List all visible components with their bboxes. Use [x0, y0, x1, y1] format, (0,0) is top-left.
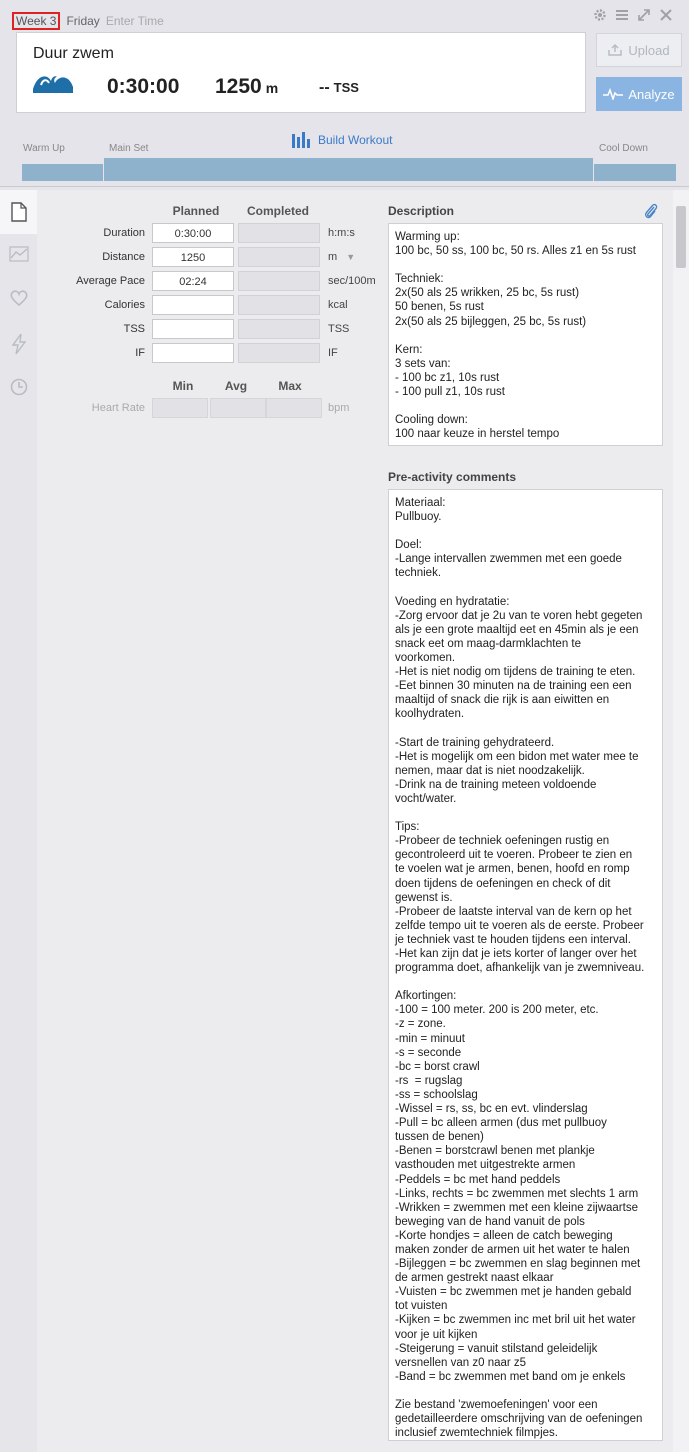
avg-pace-planned-input[interactable]: 02:24	[152, 271, 234, 291]
scrollbar[interactable]	[673, 190, 689, 1452]
bar-chart-icon	[292, 132, 312, 148]
tss-unit-label: TSS	[328, 323, 350, 335]
distance-unit-select[interactable]	[328, 251, 355, 263]
document-icon[interactable]	[9, 202, 29, 222]
paperclip-icon[interactable]	[644, 203, 658, 224]
planned-distance	[215, 75, 278, 99]
scrollbar-thumb[interactable]	[676, 206, 686, 268]
hr-unit: bpm	[328, 402, 350, 414]
planned-tss	[319, 79, 359, 97]
pace-unit: sec/100m	[328, 275, 376, 287]
hr-max-input[interactable]	[266, 398, 322, 418]
distance-unit-text: m	[328, 251, 338, 263]
window-controls	[593, 8, 673, 22]
expand-icon[interactable]	[637, 8, 651, 22]
pulse-icon	[603, 88, 623, 100]
calories-planned-input[interactable]	[152, 295, 234, 315]
distance-label: Distance	[102, 251, 145, 263]
duration-completed-input[interactable]	[238, 223, 320, 243]
calories-completed-input[interactable]	[238, 295, 320, 315]
phase-cooldown-label: Cool Down	[599, 143, 648, 154]
pre-activity-textarea[interactable]: Materiaal: Pullbuoy. Doel: -Lange intervallen zwemmen met een goede techniek. Voeding en hydratatie: -Zorg ervoor dat je 2u van te voren hebt gegeten als je een grote maaltijd eet en 45min als je een snack eet om maag-darmklachten te voorkomen. -Het is niet nodig om tijdens de training te eten. -Eet binnen 30 minuten na de training een een maaltijd of snack die rijk is aan eiwitten en koolhydraten. -Start de training gehydrateerd. -Het is mogelijk om een bidon met water mee te nemen, maar dat is niet noodzakelijk. -Drink na de training meteen voldoende vocht/water. Tips: -Probeer de techniek oefeningen rustig en gecontroleerd uit te voeren. Probeer te zien en te voelen wat je armen, benen, hoofd en romp doen tijdens de oefeningen en check of dit gewenst is. -Probeer de laatste interval van de kern op het zelfde tempo uit te voeren als de eerste. Probeer je techniek vast te houden tijdens een interval. -Het kan zijn dat je iets korter of langer over het programma doet, afhankelijk van je zwemniveau. Afkortingen: -100 = 100 meter. 200 is 200 meter, etc. -z = zone. -min = minuut -s = seconde -bc = borst crawl -rs = rugslag -ss = schoolslag -Wissel = rs, ss, bc en evt. vlinderslag -Pull = bc alleen armen (dus met pullbuoy tussen de benen) -Benen = borstcrawl benen met plankje vasthouden met uitgestrekte armen -Peddels = bc met hand peddels -Links, rechts = bc zwemmen met slechts 1 arm -Wrikken = zwemmen met een kleine zijwaartse beweging van de hand vanuit de pols -Korte hondjes = alleen de catch beweging maken zonder de armen uit het water te halen -Bijleggen = bc zwemmen en slag beginnen met de armen gestrekt naast elkaar -Vuisten = bc zwemmen met je handen gebald tot vuisten -Kijken = bc zwemmen inc met bril uit het water voor je uit kijken -Steigerung = vanuit stilstand geleidelijk versnellen van z0 naar z5 -Band = bc zwemmen met band om je enkels Zie bestand 'zwemoefeningen' voor een gedetailleerdere omschrijving van de oefeningen inclusief zwemtechniek filmpjes.	[388, 489, 663, 1441]
hr-min-header: Min	[172, 379, 194, 393]
hr-min-input[interactable]	[152, 398, 208, 418]
workout-header	[0, 0, 689, 187]
day-label: Friday	[66, 14, 100, 28]
build-workout-button[interactable]	[292, 132, 392, 148]
completed-header: Completed	[246, 204, 309, 218]
analyze-label: Analyze	[628, 86, 675, 102]
hr-avg-input[interactable]	[210, 398, 266, 418]
swim-wave-icon	[33, 71, 73, 98]
description-textarea[interactable]: Warming up: 100 bc, 50 ss, 100 bc, 50 rs. Alles z1 en 5s rust Techniek: 2x(50 als 25 wrikken, 25 bc, 5s rust) 50 benen, 5s rust 2x(50 als 25 bijleggen, 25 bc, 5s rust) Kern: 3 sets van: - 100 bc z1, 10s rust - 100 pull z1, 10s rust Cooling down: 100 naar keuze in herstel tempo	[388, 223, 663, 446]
duration-unit: h:m:s	[328, 227, 355, 239]
phase-mainset-label: Main Set	[109, 143, 149, 154]
if-unit-label: IF	[328, 347, 338, 359]
planned-duration: 0:30:00	[107, 75, 180, 98]
tss-label: TSS	[123, 323, 145, 335]
phase-warmup-label: Warm Up	[23, 143, 65, 154]
if-label: IF	[135, 347, 145, 359]
phase-mainset-bar[interactable]	[104, 158, 593, 181]
upload-button[interactable]	[596, 33, 682, 67]
distance-unit: m	[265, 80, 279, 96]
distance-completed-input[interactable]	[238, 247, 320, 267]
enter-time-link[interactable]: Enter Time	[105, 14, 164, 28]
duration-planned-input[interactable]: 0:30:00	[152, 223, 234, 243]
tss-planned-input[interactable]	[152, 319, 234, 339]
tss-value: --	[319, 79, 330, 96]
lightning-icon[interactable]	[9, 334, 29, 354]
pre-activity-heading: Pre-activity comments	[388, 470, 517, 484]
chevron-down-icon: ▼	[346, 252, 356, 262]
hr-max-header: Max	[278, 379, 302, 393]
avg-pace-label: Average Pace	[76, 275, 145, 287]
analyze-button[interactable]	[596, 77, 682, 111]
week-label[interactable]: Week 3	[12, 12, 60, 30]
description-heading: Description	[388, 204, 455, 218]
phase-warmup-bar[interactable]	[22, 164, 103, 181]
distance-value: 1250	[215, 75, 262, 98]
breadcrumb	[12, 12, 164, 30]
avg-pace-completed-input[interactable]	[238, 271, 320, 291]
hr-avg-header: Avg	[224, 379, 248, 393]
distance-planned-input[interactable]: 1250	[152, 247, 234, 267]
workout-summary-card	[16, 32, 586, 113]
graph-icon[interactable]	[9, 246, 29, 266]
clock-icon[interactable]	[9, 378, 29, 398]
tss-unit: TSS	[333, 80, 359, 95]
duration-label: Duration	[103, 227, 145, 239]
calories-unit: kcal	[328, 299, 348, 311]
tss-completed-input[interactable]	[238, 319, 320, 339]
phase-cooldown-bar[interactable]	[594, 164, 676, 181]
heart-rate-label: Heart Rate	[91, 402, 145, 414]
build-workout-label: Build Workout	[318, 133, 393, 147]
side-tabs	[0, 190, 37, 1452]
if-planned-input[interactable]	[152, 343, 234, 363]
calories-label: Calories	[104, 299, 145, 311]
planned-header: Planned	[172, 204, 220, 218]
gear-icon[interactable]	[593, 8, 607, 22]
upload-icon	[608, 44, 622, 56]
upload-label: Upload	[628, 42, 670, 58]
heart-icon[interactable]	[9, 290, 29, 310]
if-completed-input[interactable]	[238, 343, 320, 363]
workout-title[interactable]: Duur zwem	[33, 45, 114, 62]
menu-icon[interactable]	[615, 8, 629, 22]
close-icon[interactable]	[659, 8, 673, 22]
